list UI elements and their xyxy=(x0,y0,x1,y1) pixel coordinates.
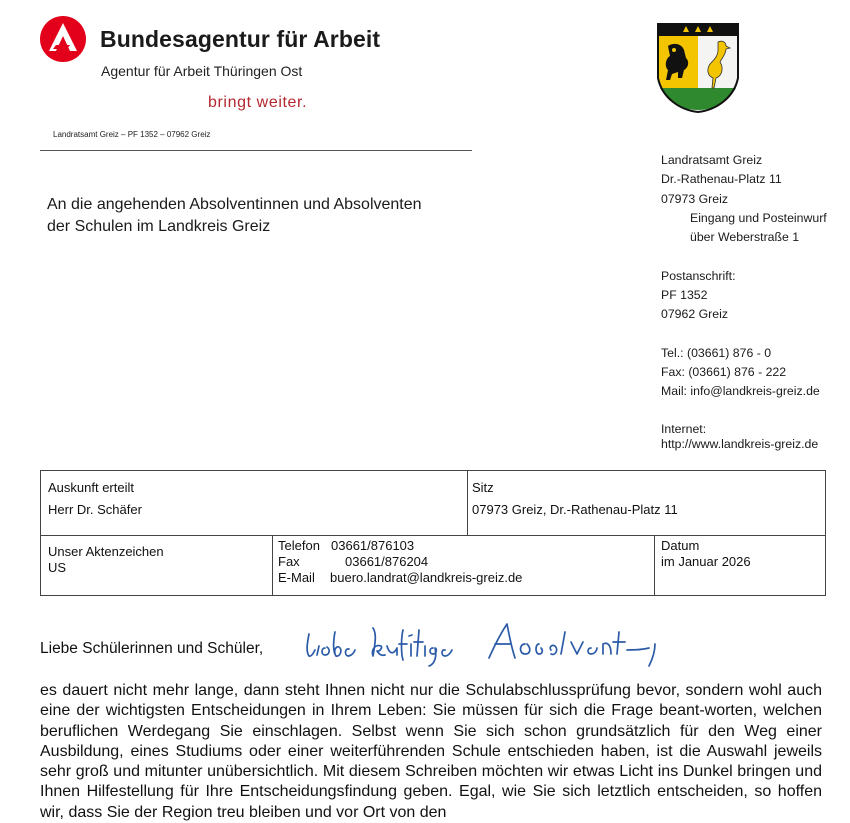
recipient-line-1: An die angehenden Absolventinnen und Absolventen xyxy=(47,196,422,213)
sitz-value: 07973 Greiz, Dr.-Rathenau-Platz 11 xyxy=(472,502,678,517)
contact-mail[interactable]: Mail: info@landkreis-greiz.de xyxy=(661,384,820,398)
salutation: Liebe Schülerinnen und Schüler, xyxy=(40,640,264,657)
agency-subtitle: Agentur für Arbeit Thüringen Ost xyxy=(101,63,303,79)
table-column-divider xyxy=(467,471,468,535)
contact-fax: Fax: (03661) 876 - 222 xyxy=(661,365,787,379)
contact-office: Landratsamt Greiz xyxy=(661,153,763,167)
datum-label: Datum xyxy=(661,538,700,553)
telefon-label: Telefon xyxy=(278,538,320,553)
contact-postal-label: Postanschrift: xyxy=(661,269,736,283)
fax-label: Fax xyxy=(278,554,300,569)
handwritten-note xyxy=(303,620,663,670)
letter-body: es dauert nicht mehr lange, dann steht Ihnen nicht nur die Schulabschlussprüfung bevor, sondern wohl auch eine der wichtigsten Entscheidungen in Ihrem Leben: Sie müssen für sich die Frage beant-worten, welchen beruflichen Werdegang Sie einschlagen. Selbst wenn Sie sich schon grundsätzlich für den Weg einer Ausbildung, eines Studiums oder einer weiterführenden Schule entschieden haben, ist die Auswahl jeweils sehr groß und mitunter unübersichtlich. Mit diesem Schreiben möchten wir etwas Licht ins Dunkel bringen und Ihnen Hilfestellung für Ihre Entscheidungsfindung geben. Egal, wie Sie sich letztlich entscheiden, so hoffen wir, dass Sie der Region treu bleiben und vor Ort von den xyxy=(40,682,822,821)
table-row-divider xyxy=(41,535,825,536)
info-table xyxy=(40,470,826,596)
sitz-label: Sitz xyxy=(472,480,494,495)
agency-slogan: bringt weiter. xyxy=(208,94,308,111)
agency-name: Bundesagentur für Arbeit xyxy=(100,26,381,52)
contact-postal-city: 07962 Greiz xyxy=(661,307,728,321)
aktenzeichen-value: US xyxy=(48,560,67,575)
email-value[interactable]: buero.landrat@landkreis-greiz.de xyxy=(330,570,523,585)
contact-tel: Tel.: (03661) 876 - 0 xyxy=(661,346,772,360)
fax-value: 03661/876204 xyxy=(345,554,429,569)
contact-po-box: PF 1352 xyxy=(661,288,708,302)
coat-of-arms-icon xyxy=(656,22,740,114)
sender-return-address: Landratsamt Greiz – PF 1352 – 07962 Greiz xyxy=(53,130,211,139)
agency-logo-icon xyxy=(40,16,86,62)
table-column-divider xyxy=(272,535,273,595)
datum-value: im Januar 2026 xyxy=(661,554,751,569)
contact-internet[interactable]: http://www.landkreis-greiz.de xyxy=(661,437,819,451)
contact-city: 07973 Greiz xyxy=(661,192,728,206)
email-label: E-Mail xyxy=(278,570,315,585)
telefon-value: 03661/876103 xyxy=(331,538,415,553)
table-column-divider xyxy=(654,535,655,595)
contact-street: Dr.-Rathenau-Platz 11 xyxy=(661,172,782,186)
contact-entrance-1: Eingang und Posteinwurf xyxy=(690,211,827,225)
contact-internet-label: Internet: xyxy=(661,422,707,436)
contact-entrance-2: über Weberstraße 1 xyxy=(690,230,800,244)
auskunft-label: Auskunft erteilt xyxy=(48,480,134,495)
recipient-line-2: der Schulen im Landkreis Greiz xyxy=(47,218,271,235)
auskunft-value: Herr Dr. Schäfer xyxy=(48,502,142,517)
sender-divider xyxy=(40,150,472,151)
aktenzeichen-label: Unser Aktenzeichen xyxy=(48,544,164,559)
